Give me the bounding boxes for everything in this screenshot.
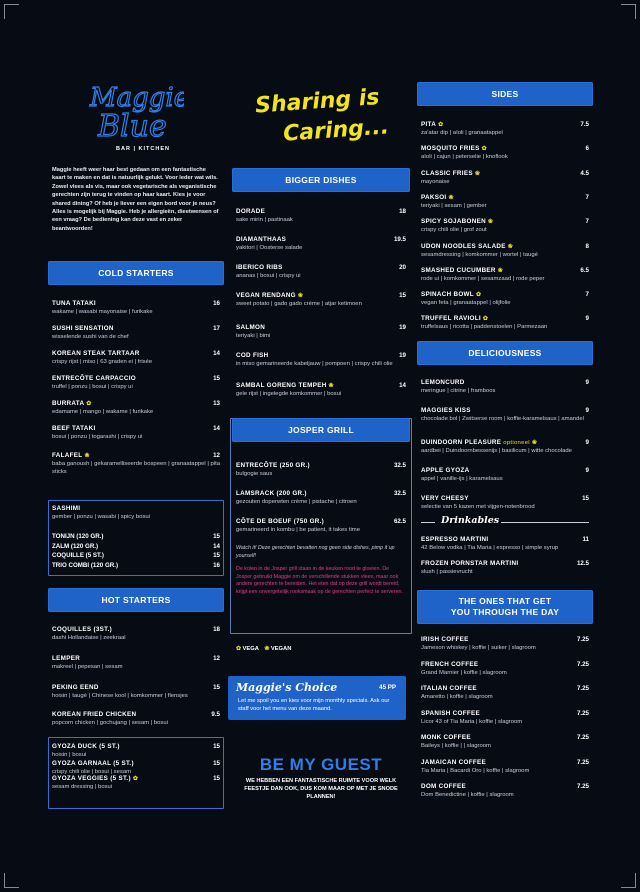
item-desc: bosui | ponzu | togarashi | crispy ui (52, 434, 143, 440)
item-desc: rode ui | komkommer | sesamzaad | rode peper (421, 275, 545, 282)
drinkables-line-right (501, 522, 589, 523)
item-desc: bulgogie saus (236, 471, 273, 477)
item-price: 7.25 (576, 709, 589, 717)
column-left (52, 0, 220, 892)
josper-pink-note: De kolen in de Josper grill staan in de keuken rood te gloeien. De Josper gebruikt Maggie om de verschillende stukken vlees, maar ook andere gerechten te bereiden. Het eten dat op deze grill wordt bereid, krijgt een onvergetelijk rooksmaak op de gerechten perfect te serveren. (236, 566, 403, 595)
item-desc: sake mirin | pastinaak (236, 217, 293, 223)
item-name: MOSQUITO FRIES ✿ (421, 145, 487, 153)
item-desc: teriyaki | bimi (236, 333, 271, 339)
maggies-choice-title: Maggie's Choice (236, 681, 338, 694)
item-desc: truffelsaus | ricotta | paddenstoelen | Parmezaan (421, 324, 548, 331)
item-price: 8 (585, 242, 589, 250)
item-desc: Jameson whiskey | koffie | suiker | slagroom (421, 645, 536, 651)
item-name: CLASSIC FRIES ❀ (421, 169, 481, 177)
item-price: 62.5 (393, 518, 406, 525)
menu-item (236, 264, 406, 280)
maggies-choice-price: 45 PP (379, 684, 396, 691)
menu-item (421, 536, 589, 552)
item-price: 9.5 (211, 711, 220, 718)
be-my-guest-title: BE MY GUEST (259, 755, 383, 774)
option-name: TRIO COMBI (120 GR.) (52, 561, 119, 569)
be-my-guest-text: WE HEBBEN EEN FANTASTISCHE RUIMTE VOOR WELK FEESTJE DAN OOK, DUS KOM MAAR OP MET JE SNODE PLANNEN! (244, 778, 398, 800)
item-name: TUNA TATAKI (52, 300, 96, 307)
item-price: 14 (399, 382, 406, 389)
item-desc: gemarineerd in kombu | be patient, it takes time (236, 527, 360, 533)
menu-item (236, 236, 406, 252)
menu-item (421, 121, 589, 137)
item-name: FALAFEL ❀ (52, 452, 90, 459)
item-name: COD FISH (236, 352, 269, 359)
item-price: 19 (399, 352, 406, 359)
column-right (421, 0, 589, 892)
menu-item (52, 452, 220, 476)
deliciousness-banner: DELICIOUSNESS (417, 341, 593, 365)
item-desc: wakame | wasabi mayonaise | furikake (52, 309, 153, 315)
item-name: VERY CHEESY (421, 495, 469, 502)
menu-item (421, 379, 589, 395)
menu-item (236, 324, 406, 340)
item-name: COQUILLES (3ST.) (52, 626, 113, 633)
item-desc: appel | vanille-ijs | karamelsaus (421, 476, 503, 482)
option-name: COQUILLE (5 ST.) (52, 552, 104, 559)
item-desc: Dom Benedictine | koffie | slagroom (421, 792, 514, 798)
item-name: MAGGIES KISS (421, 407, 471, 414)
item-name: SPINACH BOWL ✿ (421, 291, 482, 299)
item-desc: wisselende sushi van de chef (52, 334, 129, 340)
menu-item (421, 495, 589, 511)
item-name: KOREAN STEAK TARTAAR (52, 350, 140, 357)
item-desc: Tia Maria | Bacardi Oro | koffie | slagroom (421, 767, 530, 774)
coffees-banner (417, 590, 593, 624)
item-desc: selectie van 5 kazen met vijgen-notenbrood (421, 504, 535, 510)
item-desc: crispy rijst | miso | 63 graden ei | frisée (52, 359, 153, 365)
menu-item (52, 711, 220, 727)
item-name: PITA ✿ (421, 121, 444, 128)
item-price: 15 (213, 775, 220, 782)
menu-item (421, 783, 589, 799)
item-desc: Baileys | koffie | | slagroom (421, 743, 491, 749)
sashimi-option-row (52, 533, 220, 540)
item-desc: gezouten doperwten crème | pistache | citroen (236, 499, 357, 505)
item-desc: sesamdressing | komkommer | wortel | taugé (421, 251, 538, 258)
menu-item (421, 734, 589, 750)
menu-item (421, 685, 589, 701)
item-name: GYOZA VEGGIES (5 ST.) ✿ (52, 775, 139, 782)
menu-item (421, 759, 589, 775)
item-name: SAMBAL GORENG TEMPEH ❀ (236, 382, 334, 389)
menu-item (421, 407, 589, 423)
vegan-label: VEGAN (270, 646, 292, 652)
coffees-title-line2: YOU THROUGH THE DAY (450, 607, 560, 617)
item-desc: hoisin | bosui (52, 752, 87, 758)
item-name: DORADE (236, 208, 266, 215)
menu-item (52, 743, 220, 759)
sharing-line1: Sharing is (254, 84, 381, 119)
item-price: 7 (585, 218, 589, 226)
menu-item (421, 710, 589, 726)
menu-item (52, 760, 220, 776)
intro-text: Maggie heeft weer haar best gedaan om een fantastische kaart te maken en dat is natuurlijk gelukt. Voor leder wat wils. Zowel vlees als vis, maar ook vegetarische als veganistische gerechten zijn terug te vinden op haar kaart. Kies je voor shared dining? Of heb je liever een eigen bord voor je neus? Alles is mogelijk bij Maggie. Heb je allergieën, dieetwensen of een vraag? De bediening kan deze vast en zeker beantwoorden! (52, 167, 219, 232)
vega-leaf-icon: ✿ (236, 646, 241, 652)
item-name: SALMON (236, 324, 266, 331)
item-desc: meringue | citrine | framboos (421, 388, 496, 394)
drinkables-title: Drinkables (441, 515, 500, 526)
item-desc: Grand Marnier | koffie | slagroom (421, 669, 507, 676)
item-desc: vegan feta | granaatappel | olijfolie (421, 300, 511, 307)
vega-leaf-icon: ✿ (475, 292, 482, 299)
item-desc: crispy chili olie | bosui | sesam (52, 769, 132, 775)
item-price: 9 (585, 407, 589, 414)
option-price: 15 (213, 552, 220, 559)
item-price: 7 (585, 291, 589, 299)
menu-item (421, 145, 589, 161)
vega-leaf-icon: ✿ (86, 401, 92, 407)
vegan-leaf-icon: ❀ (474, 170, 481, 177)
item-desc: mayonaise (421, 178, 450, 185)
vegan-leaf-icon: ❀ (297, 293, 304, 299)
crop-mark-tr (621, 4, 636, 19)
item-price: 7.25 (576, 685, 589, 692)
item-name: SMASHED CUCUMBER ❀ (421, 266, 504, 274)
item-desc: truffel | ponzu | bosui | crispy ui (52, 384, 133, 390)
menu-item (421, 291, 589, 307)
item-name: PAKSOI ❀ (421, 193, 454, 201)
item-name: CÔTE DE BOEUF (750 GR.) (236, 518, 325, 525)
option-name: ZALM (120 GR.) (52, 542, 99, 550)
menu-item (421, 661, 589, 677)
item-name: GYOZA GARNAAL (5 ST.) (52, 760, 134, 767)
drinkables-header (421, 516, 589, 528)
vega-leaf-icon: ✿ (482, 316, 489, 323)
item-name: DIAMANTHAAS (236, 236, 287, 243)
item-name: LAMSRACK (200 GR.) (236, 490, 307, 497)
item-price: 9 (585, 379, 589, 386)
item-price: 15 (582, 495, 589, 502)
menu-item (421, 218, 589, 234)
item-desc: Amaretto | koffie | slagroom (421, 694, 493, 700)
menu-item (52, 425, 220, 441)
item-price: 12.5 (576, 560, 589, 567)
item-desc: crispy chili olie | grof zout (421, 227, 487, 234)
josper-banner: JOSPER GRILL (232, 418, 410, 442)
sides-banner: SIDES (417, 82, 593, 106)
item-price: 14 (213, 350, 220, 357)
item-price: 19.5 (393, 236, 406, 243)
menu-item (52, 375, 220, 391)
item-price: 19 (399, 324, 406, 331)
diet-legend (236, 646, 291, 652)
cold-starters-banner: COLD STARTERS (48, 261, 224, 285)
item-price: 18 (399, 208, 406, 215)
item-desc: ananas | bosui | crispy ui (236, 273, 301, 279)
item-desc: gember | ponzu | wasabi | spicy bosui (52, 514, 150, 520)
vegan-leaf-icon: ❀ (507, 243, 514, 250)
item-name: ENTRECÔTE (250 GR.) (236, 462, 310, 469)
logo-tagline: BAR | KITCHEN (116, 146, 170, 152)
menu-item (52, 684, 220, 700)
menu-item (421, 194, 589, 210)
item-desc: hoisin | taugé | Chinese kool | komkommer | flensjes (52, 693, 188, 699)
item-name: IRISH COFFEE (421, 636, 469, 643)
item-price: 32.5 (393, 490, 406, 497)
item-desc: teriyaki | sesam | gember (421, 202, 487, 209)
item-name: LEMPER (52, 655, 81, 662)
item-name: SUSHI SENSATION (52, 325, 114, 332)
menu-item (236, 490, 406, 506)
maggies-choice-desc: Let me spoil you en kies voor mijn monthly specials. Ask our staff voor het menu van deze maand. (238, 698, 390, 712)
item-price: 20 (399, 264, 406, 271)
menu-item (236, 292, 406, 308)
option-name: TONIJN (120 GR.) (52, 533, 104, 540)
item-desc: in miso gemarineerde kabeljauw | pompoen | crispy chili olie (236, 361, 393, 367)
item-name: DUINDOORN PLEASURE optioneel ❀ (421, 439, 538, 446)
item-price: 9 (585, 439, 589, 446)
item-price: 7.25 (576, 660, 589, 668)
item-price: 9 (585, 315, 589, 323)
menu-item (421, 243, 589, 259)
vegan-leaf-icon: ❀ (448, 194, 454, 201)
item-price: 7.5 (580, 121, 589, 128)
item-name: SPICY SOJABONEN ❀ (421, 218, 494, 226)
maggies-choice-box (228, 676, 406, 720)
item-name: SPANISH COFFEE (421, 709, 481, 717)
menu-item (52, 626, 220, 642)
bigger-dishes-banner: BIGGER DISHES (232, 168, 410, 192)
item-price: 11 (582, 536, 589, 543)
menu-item (52, 350, 220, 366)
item-desc: gele rijst | ingelegde komkommer | bosui (236, 391, 342, 397)
item-price: 7 (585, 193, 589, 201)
vegan-leaf-icon: ❀ (84, 453, 90, 459)
item-name: UDON NOODLES SALADE ❀ (421, 242, 514, 250)
option-price: 16 (213, 561, 220, 569)
item-name: PEKING EEND (52, 684, 99, 691)
sashimi-option-row (52, 552, 220, 559)
josper-note: Watch it! Deze gerechten bevatten nog geen side dishes, pimp it up yourself! (236, 545, 395, 559)
vega-leaf-icon: ✿ (132, 776, 139, 782)
menu-item (421, 560, 589, 576)
sharing-line2: Caring... (282, 114, 390, 147)
menu-item (421, 170, 589, 186)
item-name: BEEF TATAKI (52, 425, 96, 432)
item-desc: Licor 43 of Tia Maria | koffie | slagroom (421, 718, 523, 725)
menu-item (52, 325, 220, 341)
item-name: ENTRECÔTE CARPACCIO (52, 375, 136, 382)
item-name: KOREAN FRIED CHICKEN (52, 711, 137, 718)
menu-item (52, 300, 220, 316)
item-price: 18 (213, 626, 220, 633)
vegan-leaf-icon: ❀ (264, 646, 270, 652)
item-name: MONK COFFEE (421, 734, 471, 741)
item-desc: 42 Below vodka | Tia Maria | espresso | simple syrup (421, 545, 559, 551)
sashimi-option-row (52, 562, 220, 569)
item-name: BURRATA ✿ (52, 400, 92, 407)
sashimi-option-row (52, 543, 220, 550)
menu-item (236, 208, 406, 224)
vegan-leaf-icon: ❀ (487, 219, 494, 226)
item-price: 14 (213, 425, 220, 432)
item-price: 15 (399, 292, 406, 299)
item-name: IBERICO RIBS (236, 264, 283, 271)
menu-item (236, 382, 406, 398)
menu-item (421, 315, 589, 331)
sashimi-item (52, 505, 220, 521)
hot-starters-banner: HOT STARTERS (48, 588, 224, 612)
item-name: GYOZA DUCK (5 ST.) (52, 743, 120, 750)
item-desc: sesam dressing | bosui (52, 784, 113, 790)
item-desc: aïoli | cajun | peterselie | knoflook (421, 154, 508, 161)
option-price: 15 (213, 533, 220, 540)
item-desc: makreel | pepesan | sesam (52, 664, 123, 670)
item-desc: popcorn chicken | gochujang | sesam | bosui (52, 720, 168, 726)
item-desc: za'atar dip | aïoli | granaatappel (421, 130, 503, 136)
menu-item (52, 655, 220, 671)
item-price: 15 (213, 684, 220, 691)
item-name: VEGAN RENDANG ❀ (236, 292, 304, 299)
coffees-title-line1: THE ONES THAT GET (458, 596, 552, 606)
item-price: 7.25 (576, 734, 589, 741)
item-desc: sweet potato | gado gado crème | atjar ketimoen (236, 301, 362, 307)
vegan-leaf-icon: ❀ (497, 267, 504, 274)
item-price: 15 (213, 760, 220, 767)
menu-item (236, 462, 406, 478)
item-name: DOM COFFEE (421, 783, 466, 790)
item-price: 16 (213, 300, 220, 307)
vega-leaf-icon: ✿ (438, 122, 444, 128)
menu-item (421, 439, 589, 455)
item-price: 7.25 (576, 783, 589, 790)
item-price: 6.5 (580, 266, 589, 274)
item-price: 12 (213, 452, 220, 459)
item-name: ESPRESSO MARTINI (421, 536, 489, 543)
logo-line1: Maggie (90, 83, 184, 113)
menu-item (421, 636, 589, 652)
item-price: 6 (585, 145, 589, 153)
item-name: FROZEN PORNSTAR MARTINI (421, 560, 519, 567)
vega-label: VEGA (242, 646, 259, 652)
item-price: 4.5 (580, 169, 589, 177)
item-name: JAMAICAN COFFEE (421, 758, 487, 766)
crop-mark-br (621, 873, 636, 888)
item-name: ITALIAN COFFEE (421, 685, 477, 692)
item-price: 7.25 (576, 636, 589, 643)
item-name: APPLE GYOZA (421, 467, 470, 474)
menu-item (236, 518, 406, 534)
vega-leaf-icon: ✿ (481, 146, 487, 153)
item-price: 7.25 (576, 758, 589, 766)
item-desc: edamame | mango | wakame | furikake (52, 409, 154, 415)
crop-mark-bl (4, 873, 19, 888)
drinkables-line-left (421, 522, 435, 523)
item-price: 15 (213, 743, 220, 750)
item-desc: chocolade bol | Zwitserse room | koffie-karamelsaus | amandel (421, 416, 584, 422)
item-price: 32.5 (393, 462, 406, 469)
item-price: 15 (213, 375, 220, 382)
vegan-leaf-icon: ❀ (328, 383, 334, 389)
item-price: 17 (213, 325, 220, 332)
item-desc: baba ganoush | gekaramelliseerde bospeen | granaatappel | pita sticks (52, 461, 221, 475)
crop-mark-tl (4, 4, 19, 19)
logo-line2: Blue (98, 109, 167, 144)
menu-item (421, 467, 589, 483)
vegan-leaf-icon: ❀ (531, 440, 538, 446)
menu-item (52, 400, 220, 416)
item-price: 9 (585, 467, 589, 474)
menu-item (236, 352, 406, 368)
menu-item (421, 267, 589, 283)
item-name: LEMONCURD (421, 379, 465, 386)
item-optional-label: optioneel (503, 440, 530, 446)
item-desc: aardbei | Duindoornbessenijs | basilicum | witte chocolade (421, 448, 572, 454)
item-desc: dashi Hollandaise | zeekraal (52, 635, 126, 641)
item-price: 12 (213, 655, 220, 662)
item-desc: slush | passievrucht (421, 569, 473, 575)
menu-item (52, 775, 220, 791)
option-price: 14 (213, 542, 220, 550)
item-desc: yakitori | Oosterse salade (236, 245, 303, 251)
item-name: TRUFFEL RAVIOLI ✿ (421, 315, 489, 323)
item-name: SASHIMI (52, 505, 81, 512)
item-price: 13 (213, 400, 220, 407)
item-name: FRENCH COFFEE (421, 660, 479, 668)
